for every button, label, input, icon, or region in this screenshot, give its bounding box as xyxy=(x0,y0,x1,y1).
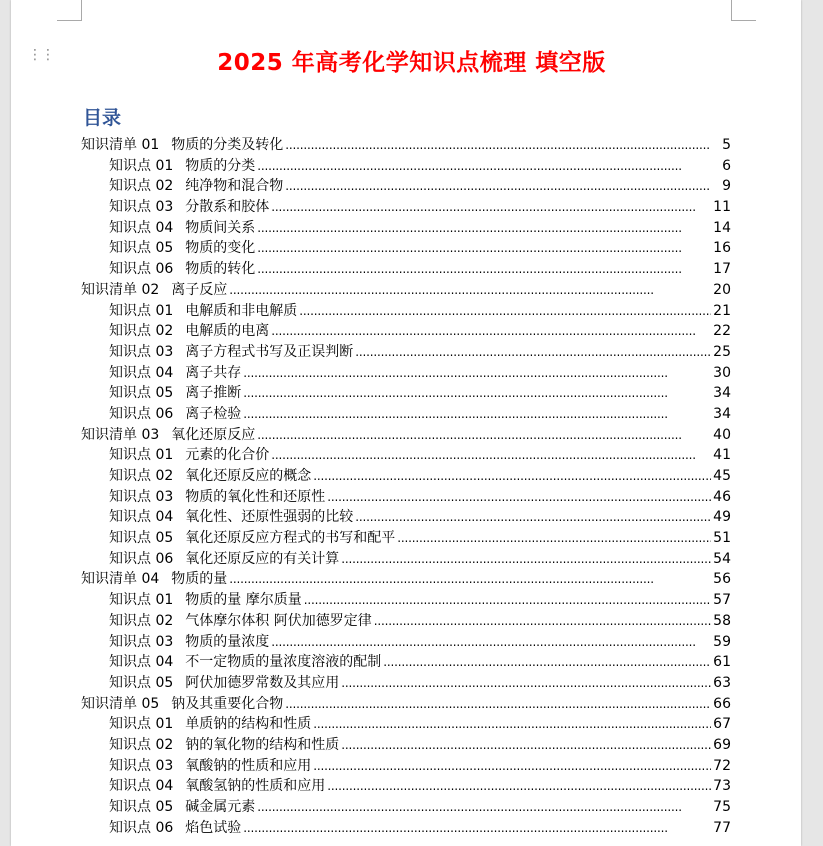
toc-page-number: 51 xyxy=(713,530,731,547)
toc-page-number: 56 xyxy=(713,571,731,588)
toc-dot-leader xyxy=(257,425,711,446)
toc-entry-title: 物质的转化 xyxy=(185,261,256,278)
toc-entry-title: 离子检验 xyxy=(185,405,242,422)
toc-entry-number: 知识点 05 xyxy=(109,240,174,257)
toc-entry-title: 单质钠的结构和性质 xyxy=(185,716,312,733)
toc-subsection-entry[interactable] xyxy=(81,756,731,777)
toc-subsection-entry[interactable] xyxy=(81,818,731,839)
toc-dot-leader xyxy=(299,301,711,322)
toc-entry-title: 氧化还原反应方程式的书写和配平 xyxy=(185,530,396,547)
toc-entry-number: 知识点 06 xyxy=(109,550,174,567)
toc-page-number: 72 xyxy=(713,757,731,774)
toc-entry-title: 不一定物质的量浓度溶液的配制 xyxy=(185,654,382,671)
toc-heading: 目录 xyxy=(83,107,122,129)
toc-page-number: 34 xyxy=(713,405,731,422)
toc-entry-number: 知识点 05 xyxy=(109,530,174,547)
toc-entry-title: 离子共存 xyxy=(185,364,242,381)
toc-entry-number: 知识点 06 xyxy=(109,819,174,836)
toc-subsection-entry[interactable] xyxy=(81,632,731,653)
toc-page-number: 49 xyxy=(713,509,731,526)
toc-entry-title: 纯净物和混合物 xyxy=(185,178,284,195)
toc-subsection-entry[interactable] xyxy=(81,445,731,466)
toc-subsection-entry[interactable] xyxy=(81,776,731,797)
toc-page-number: 41 xyxy=(713,447,731,464)
toc-entry-title: 碱金属元素 xyxy=(185,799,256,815)
toc-subsection-entry[interactable] xyxy=(81,383,731,404)
toc-page-number: 69 xyxy=(713,736,731,753)
toc-entry-number: 知识点 06 xyxy=(109,405,174,422)
toc-entry-number: 知识点 04 xyxy=(109,509,174,526)
toc-entry-number: 知识清单 02 xyxy=(81,281,160,298)
toc-entry-number: 知识点 05 xyxy=(109,385,174,402)
toc-entry-number: 知识点 03 xyxy=(109,343,174,360)
toc-page-number: 54 xyxy=(713,550,731,567)
toc-subsection-entry[interactable] xyxy=(81,363,731,384)
toc-entry-number: 知识点 03 xyxy=(109,633,174,650)
toc-entry-title: 物质间关系 xyxy=(185,219,256,236)
toc-page-number: 17 xyxy=(713,261,731,278)
toc-dot-leader xyxy=(271,321,711,342)
toc-entry-title: 阿伏加德罗常数及其应用 xyxy=(185,674,340,691)
toc-page-number: 73 xyxy=(713,778,731,795)
toc-page-number: 6 xyxy=(722,157,731,174)
toc-entry-number: 知识点 01 xyxy=(109,302,174,319)
toc-entry-title: 离子反应 xyxy=(171,281,228,298)
toc-entry-title: 离子方程式书写及正误判断 xyxy=(185,343,354,360)
toc-section-entry[interactable] xyxy=(81,280,731,301)
toc-subsection-entry[interactable] xyxy=(81,528,731,549)
toc-entry-number: 知识点 03 xyxy=(109,199,174,216)
toc-page-number: 61 xyxy=(713,654,731,671)
toc-subsection-entry[interactable] xyxy=(81,259,731,280)
toc-dot-leader xyxy=(243,363,711,384)
toc-page-number: 46 xyxy=(713,488,731,505)
toc-section-entry[interactable] xyxy=(81,694,731,715)
toc-entry-number: 知识清单 01 xyxy=(81,137,160,153)
drag-handle-icon[interactable]: ⋮⋮ xyxy=(28,47,54,63)
toc-dot-leader xyxy=(341,549,711,570)
toc-subsection-entry[interactable] xyxy=(81,487,731,508)
crop-mark-top-right xyxy=(731,0,756,21)
toc-page-number: 11 xyxy=(713,199,731,216)
toc-entry-number: 知识点 04 xyxy=(109,654,174,671)
toc-entry-title: 物质的氧化性和还原性 xyxy=(185,488,326,505)
toc-entry-number: 知识点 05 xyxy=(109,674,174,691)
toc-subsection-entry[interactable] xyxy=(81,611,731,632)
toc-page-number: 16 xyxy=(713,240,731,257)
toc-dot-leader xyxy=(397,528,711,549)
toc-entry-title: 物质的量浓度 xyxy=(185,633,270,650)
toc-page-number: 21 xyxy=(713,302,731,319)
toc-entry-number: 知识点 01 xyxy=(109,716,174,733)
toc-entry-title: 物质的变化 xyxy=(185,240,256,257)
toc-entry-title: 氧化性、还原性强弱的比较 xyxy=(185,509,354,526)
toc-page-number: 58 xyxy=(713,612,731,629)
toc-dot-leader xyxy=(271,445,711,466)
toc-subsection-entry[interactable] xyxy=(81,652,731,673)
toc-page-number: 25 xyxy=(713,343,731,360)
toc-entry-title: 分散系和胶体 xyxy=(185,199,270,216)
toc-dot-leader xyxy=(313,466,711,487)
toc-subsection-entry[interactable] xyxy=(81,238,731,259)
table-of-contents xyxy=(81,135,731,838)
toc-dot-leader xyxy=(229,569,711,590)
toc-dot-leader xyxy=(374,611,711,632)
toc-page-number: 66 xyxy=(713,695,731,712)
toc-page-number: 40 xyxy=(713,426,731,443)
toc-dot-leader xyxy=(341,735,711,756)
toc-entry-title: 离子推断 xyxy=(185,385,242,402)
toc-dot-leader xyxy=(355,342,711,363)
toc-entry-title: 氧酸氢钠的性质和应用 xyxy=(185,778,326,795)
toc-entry-number: 知识点 04 xyxy=(109,219,174,236)
toc-entry-title: 物质的分类及转化 xyxy=(171,137,284,153)
toc-entry-number: 知识点 02 xyxy=(109,736,174,753)
toc-dot-leader xyxy=(257,797,711,818)
toc-entry-number: 知识点 02 xyxy=(109,612,174,629)
toc-dot-leader xyxy=(313,714,711,735)
toc-dot-leader xyxy=(383,652,711,673)
toc-dot-leader xyxy=(243,383,711,404)
toc-dot-leader xyxy=(313,756,711,777)
toc-page-number: 63 xyxy=(713,674,731,691)
toc-subsection-entry[interactable] xyxy=(81,156,731,177)
toc-dot-leader xyxy=(243,818,711,839)
toc-entry-number: 知识点 02 xyxy=(109,178,174,195)
crop-mark-top-left xyxy=(57,0,82,21)
toc-entry-number: 知识清单 05 xyxy=(81,695,160,712)
toc-entry-number: 知识点 06 xyxy=(109,261,174,278)
toc-entry-title: 气体摩尔体积 阿伏加德罗定律 xyxy=(185,612,372,629)
toc-dot-leader xyxy=(271,632,711,653)
toc-entry-number: 知识点 03 xyxy=(109,757,174,774)
toc-dot-leader xyxy=(257,218,711,239)
toc-entry-title: 钠及其重要化合物 xyxy=(171,695,284,712)
toc-subsection-entry[interactable] xyxy=(81,549,731,570)
toc-dot-leader xyxy=(285,135,719,156)
toc-subsection-entry[interactable] xyxy=(81,797,731,818)
toc-page-number: 77 xyxy=(713,819,731,836)
toc-dot-leader xyxy=(229,280,711,301)
toc-entry-number: 知识清单 04 xyxy=(81,571,160,588)
toc-page-number: 22 xyxy=(713,323,731,340)
toc-entry-title: 钠的氧化物的结构和性质 xyxy=(185,736,340,753)
toc-entry-number: 知识点 03 xyxy=(109,488,174,505)
toc-dot-leader xyxy=(327,487,711,508)
toc-page-number: 14 xyxy=(713,219,731,236)
toc-dot-leader xyxy=(341,673,711,694)
toc-entry-number: 知识点 02 xyxy=(109,323,174,340)
toc-subsection-entry[interactable] xyxy=(81,404,731,425)
toc-subsection-entry[interactable] xyxy=(81,342,731,363)
toc-subsection-entry[interactable] xyxy=(81,466,731,487)
toc-entry-number: 知识点 04 xyxy=(109,364,174,381)
toc-page-number: 30 xyxy=(713,364,731,381)
toc-entry-title: 焰色试验 xyxy=(185,819,242,836)
toc-subsection-entry[interactable] xyxy=(81,735,731,756)
toc-entry-number: 知识清单 03 xyxy=(81,426,160,443)
toc-subsection-entry[interactable] xyxy=(81,507,731,528)
toc-dot-leader xyxy=(257,156,719,177)
toc-entry-number: 知识点 01 xyxy=(109,592,174,609)
toc-dot-leader xyxy=(304,590,711,611)
toc-dot-leader xyxy=(327,776,711,797)
toc-subsection-entry[interactable] xyxy=(81,673,731,694)
toc-entry-title: 物质的分类 xyxy=(185,157,256,174)
toc-dot-leader xyxy=(257,238,711,259)
toc-page-number: 67 xyxy=(713,716,731,733)
toc-page-number: 34 xyxy=(713,385,731,402)
toc-dot-leader xyxy=(243,404,711,425)
toc-entry-title: 物质的量 xyxy=(171,571,228,588)
toc-subsection-entry[interactable] xyxy=(81,218,731,239)
toc-subsection-entry[interactable] xyxy=(81,176,731,197)
toc-section-entry[interactable] xyxy=(81,569,731,590)
toc-page-number: 57 xyxy=(713,592,731,609)
toc-subsection-entry[interactable] xyxy=(81,590,731,611)
toc-page-number: 75 xyxy=(713,799,731,815)
toc-entry-number: 知识点 01 xyxy=(109,157,174,174)
toc-entry-title: 电解质的电离 xyxy=(185,323,270,340)
toc-entry-number: 知识点 01 xyxy=(109,447,174,464)
toc-entry-number: 知识点 04 xyxy=(109,778,174,795)
toc-page-number: 5 xyxy=(722,137,731,153)
toc-section-entry[interactable] xyxy=(81,135,731,156)
toc-entry-number: 知识点 05 xyxy=(109,799,174,815)
toc-subsection-entry[interactable] xyxy=(81,197,731,218)
toc-entry-title: 元素的化合价 xyxy=(185,447,270,464)
toc-entry-number: 知识点 02 xyxy=(109,468,174,484)
toc-page-number: 59 xyxy=(713,633,731,650)
toc-page-number: 45 xyxy=(713,468,731,484)
toc-page-number: 9 xyxy=(722,178,731,195)
toc-subsection-entry[interactable] xyxy=(81,301,731,322)
toc-dot-leader xyxy=(355,507,711,528)
toc-subsection-entry[interactable] xyxy=(81,321,731,342)
toc-dot-leader xyxy=(285,694,711,715)
document-title: 2025 年高考化学知识点梳理 填空版 xyxy=(217,50,606,76)
toc-dot-leader xyxy=(285,176,719,197)
toc-dot-leader xyxy=(271,197,711,218)
toc-entry-title: 氧化还原反应的概念 xyxy=(185,468,312,484)
toc-entry-title: 电解质和非电解质 xyxy=(185,302,298,319)
toc-entry-title: 物质的量 摩尔质量 xyxy=(185,592,302,609)
toc-dot-leader xyxy=(257,259,711,280)
toc-entry-title: 氧化还原反应的有关计算 xyxy=(185,550,340,567)
toc-entry-title: 氧化还原反应 xyxy=(171,426,256,443)
toc-subsection-entry[interactable] xyxy=(81,714,731,735)
toc-page-number: 20 xyxy=(713,281,731,298)
toc-entry-title: 氧酸钠的性质和应用 xyxy=(185,757,312,774)
toc-section-entry[interactable] xyxy=(81,425,731,446)
